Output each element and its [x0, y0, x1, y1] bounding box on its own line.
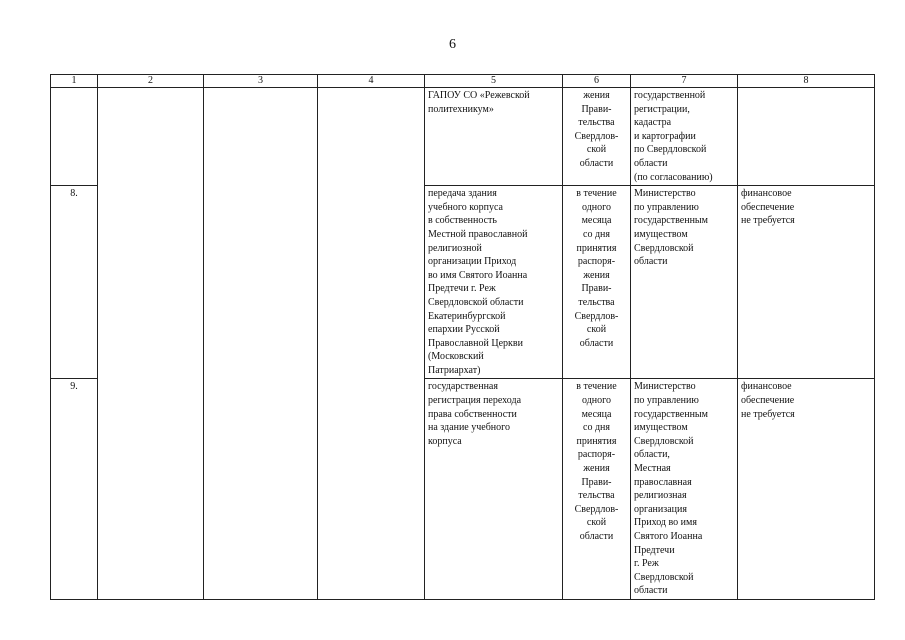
cell-line: Свердловской области: [428, 296, 524, 308]
cell-line: государственной: [634, 90, 706, 101]
cell-line: месяца: [581, 215, 612, 227]
cell-line: Свердловской: [634, 242, 694, 254]
cell-line: корпуса: [428, 435, 462, 447]
column-2-cell: [98, 88, 204, 600]
financing-cell: [738, 88, 875, 186]
cell-line: Прави-: [581, 103, 612, 115]
cell-line: государственным: [634, 408, 708, 420]
header-cell: 1: [51, 75, 98, 88]
cell-line: политехникум»: [428, 103, 494, 115]
cell-line: распоря-: [577, 449, 616, 461]
cell-line: не требуется: [741, 215, 795, 227]
cell-line: ской: [586, 324, 607, 336]
cell-line: Святого Иоанна: [634, 531, 703, 542]
cell-line: области: [634, 585, 668, 597]
financing-cell: [738, 186, 875, 379]
header-cell: 4: [318, 75, 425, 88]
cell-line: не требуется: [741, 408, 795, 420]
responsible-cell: [631, 88, 738, 186]
cell-line: (по согласованию): [634, 171, 713, 183]
cell-line: Православной Церкви: [428, 337, 523, 349]
cell-line: во имя Святого Иоанна: [428, 269, 528, 281]
header-row: [51, 75, 875, 88]
cell-line: тельства: [578, 490, 615, 502]
row-number: [51, 88, 98, 186]
deadline-cell: [563, 186, 631, 379]
cell-line: жения: [583, 90, 610, 101]
cell-line: религиозная: [634, 490, 687, 502]
cell-line: регистрации,: [634, 103, 690, 115]
cell-line: Министерство: [634, 381, 696, 393]
cell-line: Приход во имя: [634, 517, 697, 529]
cell-line: Министерство: [634, 188, 696, 200]
cell-line: области: [579, 531, 614, 542]
cell-line: Патриархат): [428, 364, 481, 376]
cell-line: финансовое: [741, 381, 792, 393]
header-cell: 2: [98, 75, 204, 88]
cell-line: религиозной: [428, 242, 482, 254]
cell-line: Предтечи г. Реж: [428, 283, 496, 295]
cell-line: государственная: [428, 381, 498, 393]
cell-line: ской: [586, 517, 607, 529]
cell-line: Прави-: [581, 283, 612, 295]
cell-line: со дня: [583, 422, 610, 434]
cell-line: организации Приход: [428, 256, 517, 268]
plan-table: [50, 74, 875, 600]
deadline-cell: [563, 379, 631, 600]
table-row: [51, 88, 875, 186]
cell-line: Свердловской: [634, 435, 694, 447]
header-cell: 5: [425, 75, 563, 88]
cell-line: имуществом: [634, 228, 688, 240]
cell-line: одного: [581, 395, 611, 407]
cell-line: Свердлов-: [574, 503, 619, 515]
cell-line: передача здания: [428, 188, 497, 200]
cell-line: жения: [583, 269, 610, 281]
cell-line: области,: [634, 449, 670, 461]
cell-line: Свердловской: [634, 571, 694, 583]
row-number: 9.: [51, 379, 98, 600]
cell-line: организация: [634, 503, 687, 515]
cell-line: распоря-: [577, 256, 616, 268]
cell-line: месяца: [581, 408, 612, 420]
deadline-cell: [563, 88, 631, 186]
cell-line: регистрация перехода: [428, 395, 522, 407]
cell-line: принятия: [576, 242, 617, 254]
cell-line: (Московский: [428, 351, 484, 363]
cell-line: г. Реж: [634, 558, 659, 570]
cell-line: в течение: [576, 381, 617, 393]
cell-line: по Свердловской: [634, 144, 707, 156]
cell-line: епархии Русской: [428, 324, 500, 336]
cell-line: православная: [634, 476, 692, 488]
cell-line: со дня: [583, 228, 610, 240]
cell-line: на здание учебного: [428, 422, 510, 434]
cell-line: права собственности: [428, 408, 517, 420]
cell-line: области: [634, 157, 668, 169]
responsible-cell: [631, 379, 738, 600]
cell-line: области: [579, 337, 614, 349]
header-cell: 6: [563, 75, 631, 88]
cell-line: в течение: [576, 188, 617, 200]
action-cell: [425, 88, 563, 186]
financing-cell: [738, 379, 875, 600]
cell-line: в собственность: [428, 215, 497, 227]
cell-line: ГАПОУ СО «Режевской: [428, 90, 530, 101]
cell-line: кадастра: [634, 117, 672, 129]
cell-line: и картографии: [634, 130, 696, 142]
cell-line: ской: [586, 144, 607, 156]
row-number: 8.: [51, 186, 98, 379]
cell-line: Екатеринбургской: [428, 310, 506, 322]
action-cell: [425, 186, 563, 379]
cell-line: по управлению: [634, 395, 699, 407]
cell-line: Местная: [634, 463, 671, 475]
cell-line: Свердлов-: [574, 130, 619, 142]
action-cell: [425, 379, 563, 600]
cell-line: тельства: [578, 296, 615, 308]
responsible-cell: [631, 186, 738, 379]
cell-line: принятия: [576, 435, 617, 447]
header-cell: 8: [738, 75, 875, 88]
cell-line: тельства: [578, 117, 615, 129]
cell-line: учебного корпуса: [428, 201, 503, 213]
page-number: 6: [449, 37, 456, 52]
cell-line: имуществом: [634, 422, 688, 434]
cell-line: одного: [581, 201, 611, 213]
cell-line: обеспечение: [741, 201, 795, 213]
cell-line: Прави-: [581, 476, 612, 488]
cell-line: области: [579, 157, 614, 169]
cell-line: Местной православной: [428, 228, 528, 240]
column-3-cell: [204, 88, 318, 600]
cell-line: по управлению: [634, 201, 699, 213]
cell-line: области: [634, 256, 668, 268]
column-4-cell: [318, 88, 425, 600]
cell-line: Свердлов-: [574, 310, 619, 322]
cell-line: финансовое: [741, 188, 792, 200]
cell-line: Предтечи: [634, 544, 675, 556]
header-cell: 7: [631, 75, 738, 88]
cell-line: жения: [583, 463, 610, 475]
header-cell: 3: [204, 75, 318, 88]
cell-line: обеспечение: [741, 395, 795, 407]
cell-line: государственным: [634, 215, 708, 227]
